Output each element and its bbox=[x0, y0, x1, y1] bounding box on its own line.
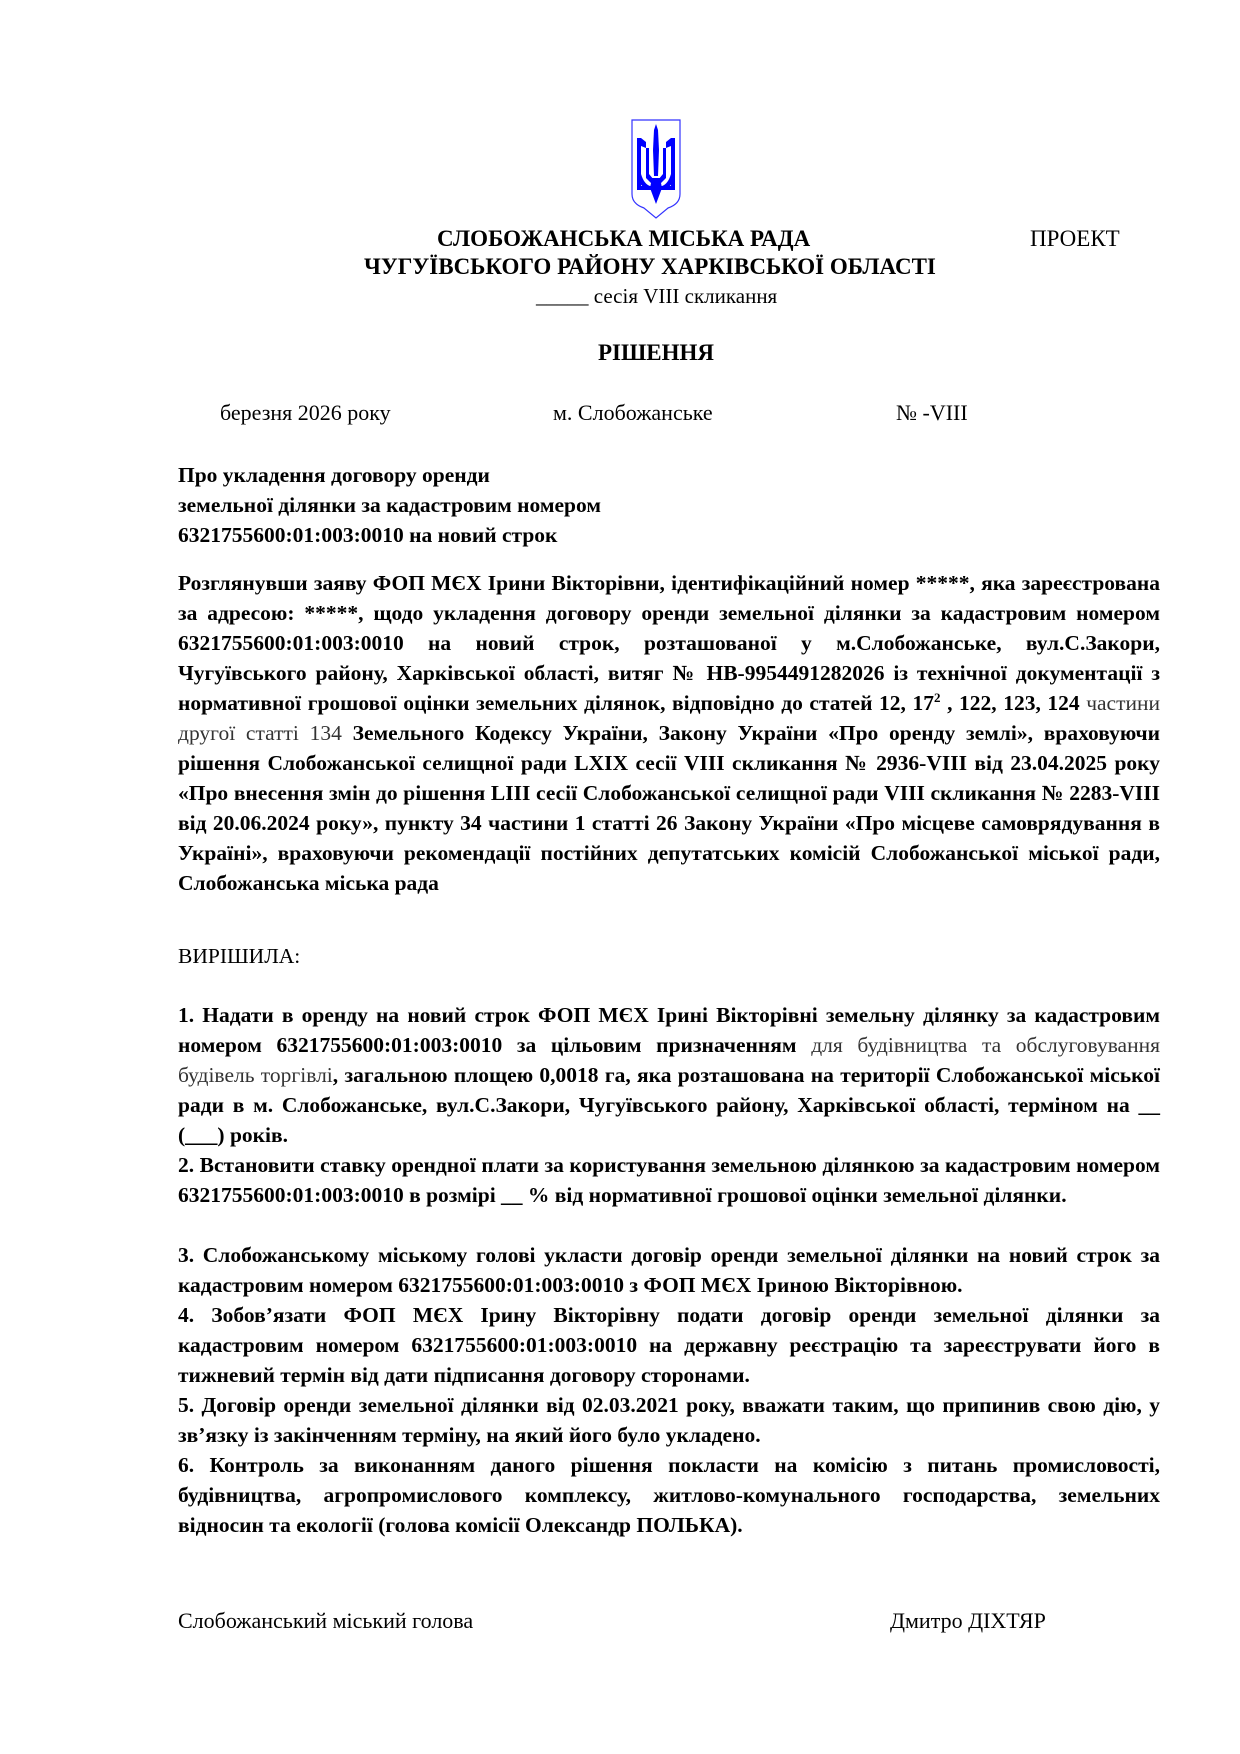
session-text: сесія VIII скликання bbox=[593, 284, 778, 308]
decision-item-3: 3. Слобожанському міському голові укласти договір оренди земельної ділянки на новий строк за кадастровим номером 6321755600:01:003:0010 з ФОП МЄХ Іриною Вікторівною. bbox=[178, 1243, 1160, 1297]
decision-item-6: 6. Контроль за виконанням даного рішення покласти на комісію з питань промисловості, будівництва, агропромислового комплексу, житлово-комунального господарства, земельних відносин та екології (голова комісії Олександр ПОЛЬКА). bbox=[178, 1453, 1160, 1537]
item-text-normal: для будівництва та обслуговування будівель торгівлі bbox=[178, 1033, 1161, 1087]
decision-title bbox=[178, 460, 601, 550]
decision-item-1 bbox=[178, 1000, 1160, 1150]
superscript: 2 bbox=[934, 689, 941, 705]
decided-label: ВИРІШИЛА: bbox=[178, 944, 301, 968]
preamble-text-normal: частини другої статті 134 bbox=[178, 691, 1161, 745]
council-name: СЛОБОЖАНСЬКА МІСЬКА РАДА bbox=[437, 226, 811, 251]
signature-position: Слобожанський міський голова bbox=[178, 1608, 474, 1633]
session-blank: _____ bbox=[536, 284, 589, 308]
item-text: , загальною площею 0,0018 га, яка розташована на території Слобожанської міської ради в м. Слобожанське, вул.С.Закори, Чугуївського району, Харківської області, терміном на __ (___) років. bbox=[178, 1063, 1160, 1147]
decision-date: березня 2026 року bbox=[220, 400, 391, 425]
preamble-text: , 122, 123, 124 bbox=[940, 691, 1080, 715]
title-line: земельної ділянки за кадастровим номером bbox=[178, 493, 601, 517]
coat-of-arms-icon bbox=[630, 118, 682, 220]
title-line: Про укладення договору оренди bbox=[178, 463, 490, 487]
preamble-paragraph bbox=[178, 568, 1160, 898]
preamble-text: Земельного Кодексу України, Закону України «Про оренду землі», враховуючи рішення Слобожанської селищної ради LXIX сесії VIII скликання № 2936-VIII від 23.04.2025 року «Про внесення змін до рішення LIII сесії Слобожанської селищної ради VIII скликання № 2283-VIII від 20.06.2024 року», пункту 34 частини 1 статті 26 Закону України «Про місцеве самоврядування в Україні», враховуючи рекомендації постійних депутатських комісій Слобожанської міської ради, Слобожанська міська рада bbox=[178, 721, 1160, 895]
doc-type-heading: РІШЕННЯ bbox=[598, 340, 714, 365]
item-text: 1. Надати в оренду на новий строк ФОП МЄХ Ірині Вікторівні земельну ділянку за кадастровим номером 6321755600:01:003:0010 за цільовим призначенням bbox=[178, 1003, 1160, 1057]
decision-item-2: 2. Встановити ставку орендної плати за користування земельною ділянкою за кадастровим номером 6321755600:01:003:0010 в розмірі __ % від нормативної грошової оцінки земельної ділянки. bbox=[178, 1153, 1160, 1207]
district-name: ЧУГУЇВСЬКОГО РАЙОНУ ХАРКІВСЬКОЇ ОБЛАСТІ bbox=[364, 254, 936, 279]
decision-number: № -VIII bbox=[896, 400, 968, 425]
title-line: 6321755600:01:003:0010 на новий строк bbox=[178, 523, 558, 547]
decision-item-5: 5. Договір оренди земельної ділянки від 02.03.2021 року, вважати таким, що припинив свою дію, у зв’язку із закінченням терміну, на який його було укладено. bbox=[178, 1393, 1160, 1447]
preamble-text: Розглянувши заяву ФОП МЄХ Ірини Вікторівни, ідентифікаційний номер *****, яка зареєстрована за адресою: *****, щодо укладення договору оренди земельної ділянки за кадастровим номером 6321755600:01:003:0010 на новий строк, розташованої у м.Слобожанське, вул.С.Закори, Чугуївського району, Харківської області, витяг № НВ-9954491282026 із технічної документації з нормативної грошової оцінки земельних ділянок, відповідно до статей 12, 17 bbox=[178, 571, 1160, 715]
session-line bbox=[536, 284, 777, 309]
decision-place: м. Слобожанське bbox=[553, 400, 713, 425]
draft-label: ПРОЕКТ bbox=[1030, 226, 1120, 251]
decision-item-4: 4. Зобов’язати ФОП МЄХ Ірину Вікторівну подати договір оренди земельної ділянки за кадастровим номером 6321755600:01:003:0010 на державну реєстрацію та зареєструвати його в тижневий термін від дати підписання договору сторонами. bbox=[178, 1303, 1160, 1387]
signature-name: Дмитро ДІХТЯР bbox=[890, 1608, 1046, 1633]
